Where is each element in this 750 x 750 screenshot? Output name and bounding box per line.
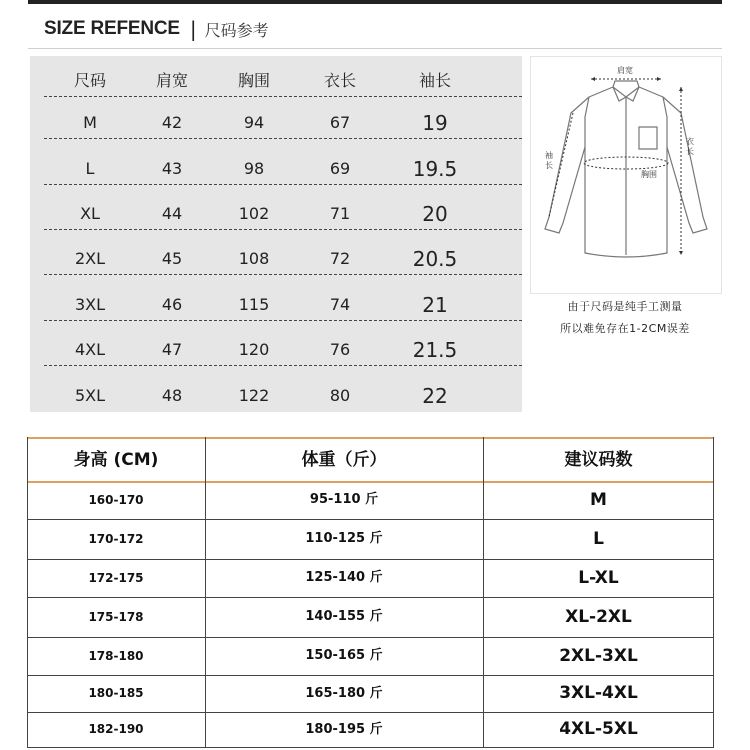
size-cell-shoulder: 42 [161, 113, 183, 132]
size-cell-sleeve: 21.5 [412, 338, 458, 362]
size-cell-chest: 122 [238, 386, 270, 405]
size-table-row [44, 108, 522, 139]
size-table-row [44, 290, 522, 321]
recommendation-row [27, 559, 714, 598]
recommendation-row [27, 597, 714, 638]
size-cell-chest: 102 [238, 204, 270, 223]
measurement-note-line-1: 由于尺码是纯手工测量 [567, 300, 683, 313]
recommendation-cell-weight: 140-155 斤 [305, 609, 383, 624]
size-table-row [44, 154, 522, 185]
recommendation-table-header [27, 437, 714, 483]
size-cell-sleeve: 19 [422, 111, 448, 135]
size-cell-sleeve: 22 [422, 384, 448, 408]
size-cell-shoulder: 45 [161, 249, 183, 268]
recommendation-cell-weight: 180-195 斤 [305, 722, 383, 737]
size-cell-size: 4XL [74, 340, 106, 359]
header-divider [28, 48, 722, 49]
size-cell-shoulder: 44 [161, 204, 183, 223]
size-cell-sleeve: 20 [422, 202, 448, 226]
recommendation-row [27, 712, 714, 748]
size-cell-chest: 98 [243, 159, 265, 178]
size-cell-shoulder: 46 [161, 295, 183, 314]
recommendation-cell-weight: 110-125 斤 [305, 531, 383, 546]
shirt-diagram-svg [531, 57, 721, 293]
size-cell-chest: 120 [238, 340, 270, 359]
size-cell-chest: 94 [243, 113, 265, 132]
size-cell-shoulder: 48 [161, 386, 183, 405]
recommendation-cell-height: 178-180 [88, 649, 144, 663]
size-header-shoulder: 肩宽 [155, 71, 188, 90]
recommendation-cell-weight: 125-140 斤 [305, 570, 383, 585]
shoulder-width-label: 肩宽 [617, 66, 633, 75]
size-cell-size: 2XL [74, 249, 106, 268]
size-cell-size: L [85, 159, 95, 178]
recommendation-cell-weight: 95-110 斤 [309, 492, 379, 507]
size-header-size: 尺码 [73, 71, 106, 90]
recommendation-row [27, 675, 714, 713]
recommendation-cell-size: L [593, 529, 604, 549]
title-chinese: 尺码参考 [204, 20, 269, 40]
recommendation-header-weight: 体重（斤） [301, 450, 387, 470]
title-separator: | [189, 17, 197, 41]
size-cell-shoulder: 43 [161, 159, 183, 178]
body-length-label: 衣长 [686, 137, 694, 156]
page-header [44, 14, 269, 44]
recommendation-cell-height: 160-170 [88, 493, 144, 507]
size-cell-chest: 108 [238, 249, 270, 268]
size-cell-sleeve: 21 [422, 293, 448, 317]
recommendation-row [27, 637, 714, 676]
recommendation-cell-height: 182-190 [88, 722, 144, 736]
recommendation-cell-weight: 165-180 斤 [305, 686, 383, 701]
column-divider [27, 437, 28, 747]
size-table-row [44, 381, 522, 411]
recommendation-header-height: 身高 (CM) [73, 450, 159, 470]
size-cell-size: XL [80, 204, 100, 223]
recommendation-cell-height: 180-185 [88, 686, 144, 700]
size-cell-length: 69 [329, 159, 351, 178]
size-table-row [44, 335, 522, 366]
recommendation-cell-height: 175-178 [88, 610, 144, 624]
recommendation-row [27, 481, 714, 520]
chest-label: 胸围 [641, 170, 657, 179]
size-header-length: 衣长 [323, 71, 356, 90]
size-table-header [44, 66, 522, 97]
recommendation-cell-size: L-XL [578, 568, 619, 588]
size-cell-length: 67 [329, 113, 351, 132]
size-table-row [44, 244, 522, 275]
recommendation-cell-size: M [590, 490, 607, 510]
recommendation-cell-height: 170-172 [88, 532, 144, 546]
size-cell-length: 71 [329, 204, 351, 223]
column-divider [205, 437, 206, 747]
column-divider [713, 437, 714, 747]
size-cell-size: M [83, 113, 97, 132]
size-cell-sleeve: 20.5 [412, 247, 458, 271]
recommendation-cell-size: 4XL-5XL [559, 719, 638, 739]
size-cell-length: 74 [329, 295, 351, 314]
size-cell-length: 76 [329, 340, 351, 359]
recommendation-cell-size: XL-2XL [565, 607, 632, 627]
recommendation-header-size: 建议码数 [564, 450, 633, 470]
size-header-sleeve: 袖长 [418, 71, 451, 90]
size-cell-length: 80 [329, 386, 351, 405]
sleeve-length-label: 袖长 [545, 151, 553, 170]
recommendation-row [27, 519, 714, 560]
size-cell-sleeve: 19.5 [412, 157, 458, 181]
size-cell-size: 5XL [74, 386, 106, 405]
size-header-chest: 胸围 [237, 71, 270, 90]
title-english: SIZE REFENCE [44, 18, 180, 39]
size-cell-length: 72 [329, 249, 351, 268]
size-cell-chest: 115 [238, 295, 270, 314]
size-cell-shoulder: 47 [161, 340, 183, 359]
size-table-row [44, 199, 522, 230]
shirt-measurement-diagram [530, 56, 722, 294]
recommendation-cell-height: 172-175 [88, 571, 144, 585]
size-cell-size: 3XL [74, 295, 106, 314]
column-divider [483, 437, 484, 747]
recommendation-cell-size: 2XL-3XL [559, 646, 638, 666]
recommendation-cell-weight: 150-165 斤 [305, 648, 383, 663]
measurement-note-line-2: 所以难免存在1-2CM误差 [560, 322, 690, 335]
recommendation-cell-size: 3XL-4XL [559, 683, 638, 703]
top-rule [28, 0, 722, 4]
